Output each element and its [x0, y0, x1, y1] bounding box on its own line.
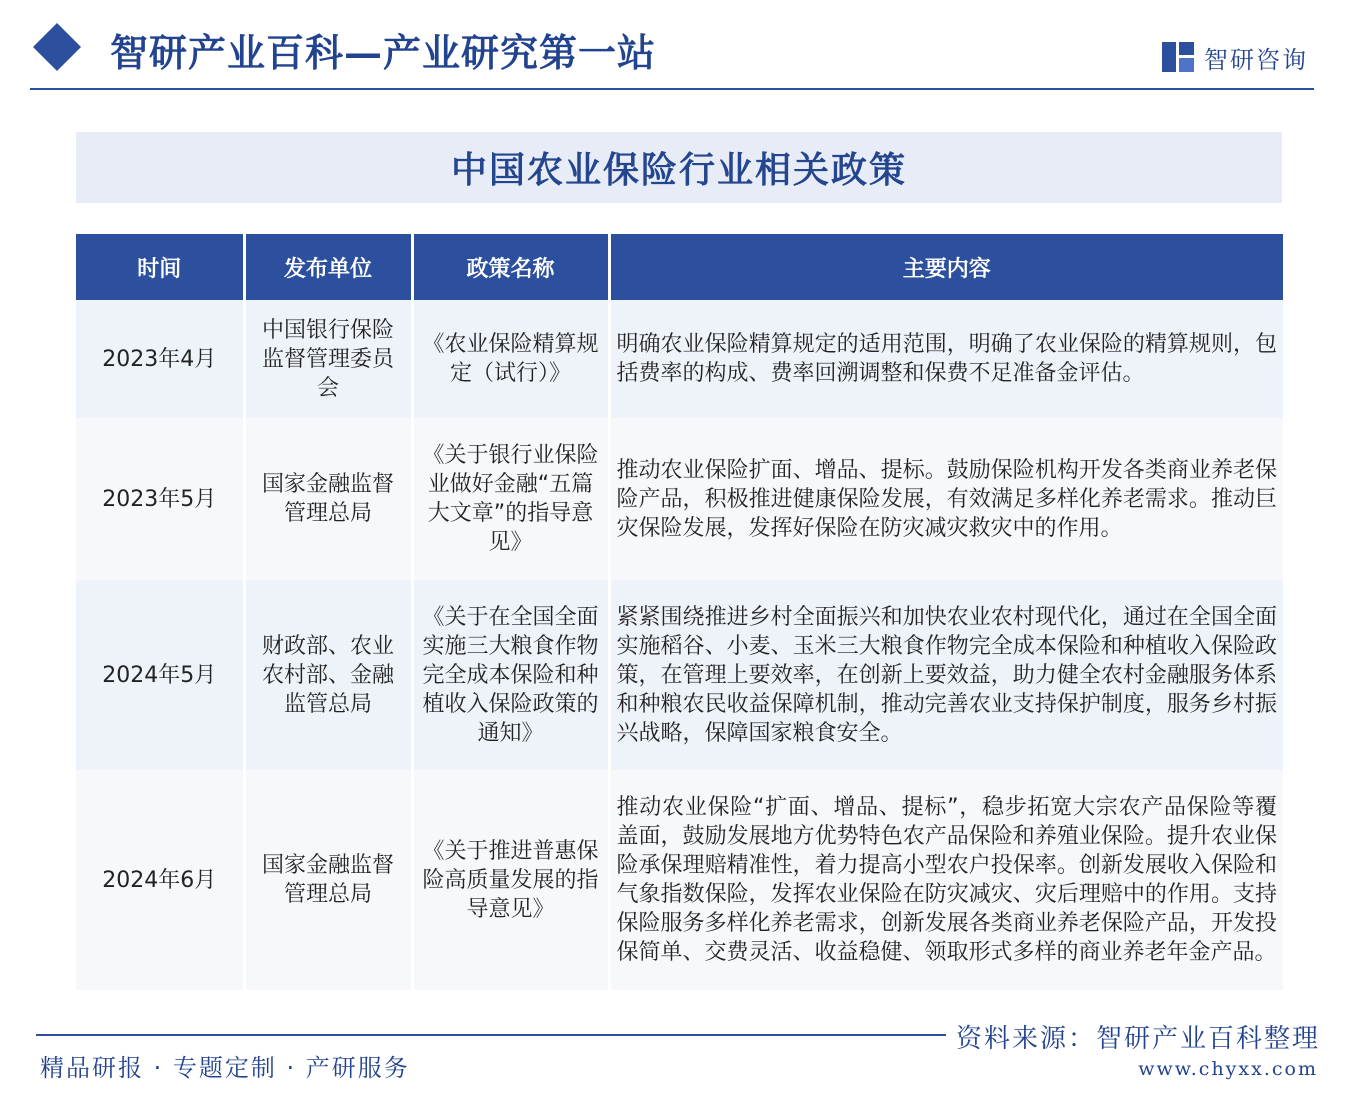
column-header-content: 主要内容 — [609, 234, 1283, 300]
brand-name: 智研咨询 — [1204, 45, 1308, 74]
diamond-icon — [33, 23, 81, 71]
cell-unit: 国家金融监督管理总局 — [244, 770, 412, 990]
footer-divider — [36, 1034, 946, 1036]
table-row — [76, 770, 1283, 990]
site-url-link[interactable]: www.chyxx.com — [1138, 1058, 1318, 1080]
site-title: 智研产业百科—产业研究第一站 — [110, 30, 657, 75]
cell-policy: 《关于推进普惠保险高质量发展的指导意见》 — [412, 770, 609, 990]
table-row — [76, 418, 1283, 580]
cell-time: 2024年5月 — [76, 580, 244, 770]
page-header — [0, 0, 1354, 92]
cell-policy: 《关于银行业保险业做好金融“五篇大文章”的指导意见》 — [412, 418, 609, 580]
table-row — [76, 580, 1283, 770]
header-divider — [30, 88, 1314, 90]
policy-table — [76, 234, 1283, 990]
column-header-time: 时间 — [76, 234, 244, 300]
cell-unit: 中国银行保险监督管理委员会 — [244, 300, 412, 418]
cell-content: 明确农业保险精算规定的适用范围，明确了农业保险的精算规则，包括费率的构成、费率回溯调整和保费不足准备金评估。 — [609, 300, 1283, 418]
source-note: 资料来源：智研产业百科整理 — [955, 1024, 1320, 1054]
brand-logo-icon — [1162, 42, 1194, 72]
table-title: 中国农业保险行业相关政策 — [450, 149, 907, 191]
cell-content: 推动农业保险“扩面、增品、提标”，稳步拓宽大宗农产品保险等覆盖面，鼓励发展地方优势特色农产品保险和养殖业保险。提升农业保险承保理赔精准性，着力提高小型农户投保率。创新发展收入保险和气象指数保险，发挥农业保险在防灾减灾、灾后理赔中的作用。支持保险服务多样化养老需求，创新发展各类商业养老保险产品，开发投保简单、交费灵活、收益稳健、领取形式多样的商业养老年金产品。 — [609, 770, 1283, 990]
table-row — [76, 300, 1283, 418]
brand[interactable] — [1162, 40, 1308, 74]
cell-content: 推动农业保险扩面、增品、提标。鼓励保险机构开发各类商业养老保险产品，积极推进健康保险发展，有效满足多样化养老需求。推动巨灾保险发展，发挥好保险在防灾减灾救灾中的作用。 — [609, 418, 1283, 580]
table-header-row — [76, 234, 1283, 300]
cell-unit: 财政部、农业农村部、金融监管总局 — [244, 580, 412, 770]
cell-time: 2023年5月 — [76, 418, 244, 580]
cell-policy: 《关于在全国全面实施三大粮食作物完全成本保险和种植收入保险政策的通知》 — [412, 580, 609, 770]
column-header-unit: 发布单位 — [244, 234, 412, 300]
cell-content: 紧紧围绕推进乡村全面振兴和加快农业农村现代化，通过在全国全面实施稻谷、小麦、玉米三大粮食作物完全成本保险和种植收入保险政策，在管理上要效率，在创新上要效益，助力健全农村金融服务体系和种粮农民收益保障机制，推动完善农业支持保护制度，服务乡村振兴战略，保障国家粮食安全。 — [609, 580, 1283, 770]
cell-time: 2023年4月 — [76, 300, 244, 418]
cell-unit: 国家金融监督管理总局 — [244, 418, 412, 580]
cell-policy: 《农业保险精算规定（试行）》 — [412, 300, 609, 418]
column-header-policy: 政策名称 — [412, 234, 609, 300]
table-title-banner — [76, 132, 1282, 203]
footer-tagline: 精品研报 · 专题定制 · 产研服务 — [40, 1054, 410, 1082]
cell-time: 2024年6月 — [76, 770, 244, 990]
